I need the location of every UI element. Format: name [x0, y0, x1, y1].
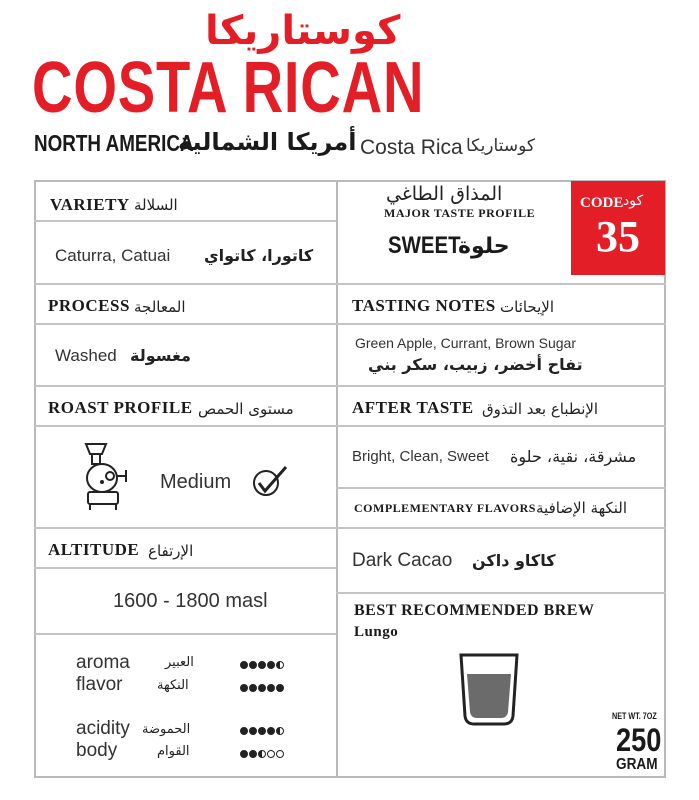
divider	[336, 323, 666, 325]
complementary-value-arabic: كاكاو داكن	[472, 551, 556, 570]
aroma-label: aroma	[76, 652, 130, 673]
net-weight-number: 250	[616, 722, 662, 758]
rating-bean-icon	[267, 684, 275, 692]
country-arabic: كوستاريكا	[466, 136, 535, 156]
brew-label: BEST RECOMMENDED BREW	[354, 602, 595, 619]
flavor-rating	[240, 683, 285, 695]
roast-profile-label-arabic: مستوى الحمص	[198, 400, 294, 418]
variety-value: Caturra, Catuai	[55, 246, 171, 265]
divider	[34, 323, 336, 325]
divider	[34, 425, 336, 427]
divider	[336, 283, 666, 285]
rating-bean-icon	[249, 684, 257, 692]
flavor-label: flavor	[76, 674, 123, 695]
acidity-label-arabic: الحموضة	[142, 722, 191, 737]
divider	[336, 527, 666, 529]
after-taste-value-arabic: مشرقة، نقية، حلوة	[510, 447, 637, 466]
body-label: body	[76, 740, 118, 761]
brew-value: Lungo	[354, 624, 399, 640]
taste-profile-value: SWEET	[388, 232, 461, 259]
title-english: COSTA RICAN	[32, 48, 425, 128]
code-number: 35	[596, 212, 640, 261]
rating-bean-icon	[276, 661, 284, 669]
after-taste-label-arabic: الإنطباع بعد التذوق	[482, 400, 599, 418]
divider	[336, 487, 666, 489]
variety-value-arabic: كاتورا، كاتواي	[204, 246, 314, 265]
rating-bean-icon	[276, 727, 284, 735]
complementary-value: Dark Cacao	[352, 550, 453, 571]
complementary-label: COMPLEMENTARY FLAVORS	[354, 501, 536, 515]
divider	[336, 425, 666, 427]
roast-profile-value: Medium	[160, 471, 232, 493]
taste-profile-label-arabic: المذاق الطاغي	[386, 183, 503, 205]
code-label-arabic: كود	[623, 193, 644, 209]
rating-bean-icon	[267, 661, 275, 669]
divider	[336, 385, 666, 387]
net-weight-label: NET WT. 7OZ	[612, 711, 657, 721]
altitude-label: ALTITUDE	[48, 540, 140, 559]
process-label: PROCESS	[48, 296, 130, 315]
altitude-value: 1600 - 1800 masl	[113, 590, 268, 612]
process-value: Washed	[55, 346, 117, 365]
acidity-rating	[240, 726, 285, 738]
altitude-label-arabic: الإرتفاع	[148, 542, 194, 560]
taste-profile-label: MAJOR TASTE PROFILE	[384, 206, 536, 220]
region-english: NORTH AMERICA	[34, 130, 194, 156]
aroma-label-arabic: العبير	[165, 655, 194, 670]
after-taste-label: AFTER TASTE	[352, 398, 474, 417]
variety-label: VARIETY	[50, 195, 130, 214]
espresso-glass-icon	[458, 652, 520, 728]
body-rating	[240, 749, 285, 761]
rating-bean-icon	[258, 684, 266, 692]
rating-bean-icon	[267, 727, 275, 735]
rating-bean-icon	[276, 684, 284, 692]
country-english: Costa Rica	[360, 136, 463, 159]
body-label-arabic: القوام	[157, 744, 190, 759]
flavor-label-arabic: النكهة	[157, 678, 189, 693]
acidity-label: acidity	[76, 718, 130, 739]
checkmark-icon	[250, 463, 290, 499]
divider	[34, 283, 336, 285]
tasting-notes-label: TASTING NOTES	[352, 296, 496, 315]
code-label: CODE	[580, 195, 624, 211]
title-arabic: كوستاريكا	[205, 8, 401, 54]
rating-bean-icon	[240, 750, 248, 758]
divider	[34, 527, 336, 529]
code-badge	[571, 181, 665, 275]
rating-bean-icon	[258, 727, 266, 735]
process-label-arabic: المعالجة	[134, 298, 186, 316]
divider	[336, 592, 666, 594]
tasting-notes-value: Green Apple, Currant, Brown Sugar	[355, 335, 577, 351]
tasting-notes-value-arabic: تفاح أخضر، زبيب، سكر بني	[368, 355, 583, 374]
divider	[34, 633, 336, 635]
rating-bean-icon	[240, 661, 248, 669]
divider	[34, 220, 336, 222]
net-weight-unit: GRAM	[616, 756, 658, 773]
rating-bean-icon	[249, 727, 257, 735]
rating-bean-icon	[240, 727, 248, 735]
divider	[34, 567, 336, 569]
roast-profile-label: ROAST PROFILE	[48, 398, 193, 417]
after-taste-value: Bright, Clean, Sweet	[352, 448, 489, 465]
rating-bean-icon	[258, 750, 266, 758]
rating-bean-icon	[249, 661, 257, 669]
column-divider	[336, 180, 338, 778]
taste-profile-value-arabic: حلوة	[458, 234, 510, 259]
rating-bean-icon	[267, 750, 275, 758]
tasting-notes-label-arabic: الإيحائات	[500, 298, 555, 316]
rating-bean-icon	[276, 750, 284, 758]
region-arabic: أمريكا الشمالية	[178, 128, 357, 156]
complementary-label-arabic: النكهة الإضافية	[536, 499, 628, 517]
rating-bean-icon	[249, 750, 257, 758]
aroma-rating	[240, 660, 285, 672]
roaster-icon	[80, 440, 132, 512]
rating-bean-icon	[258, 661, 266, 669]
variety-label-arabic: السلالة	[134, 196, 178, 214]
process-value-arabic: مغسولة	[130, 346, 191, 365]
divider	[34, 385, 336, 387]
rating-bean-icon	[240, 684, 248, 692]
